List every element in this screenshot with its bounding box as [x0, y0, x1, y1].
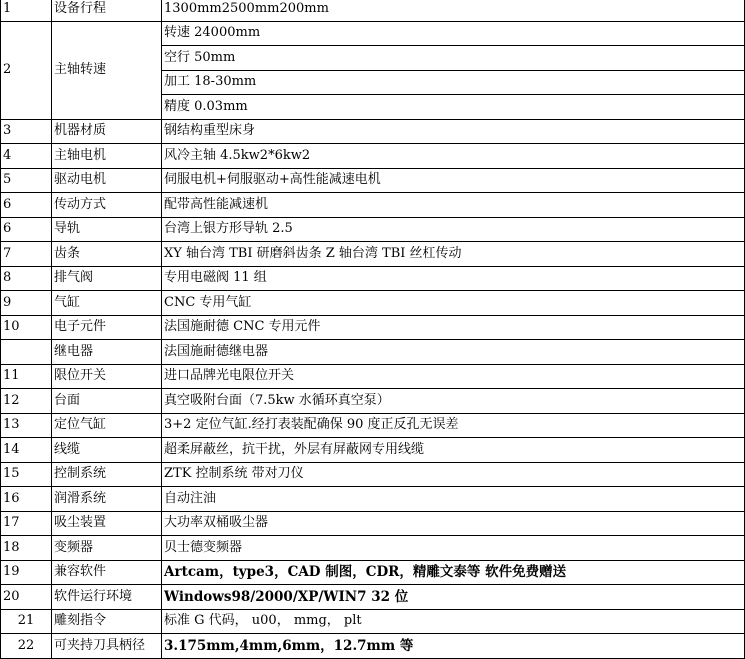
table-row	[1, 0, 745, 21]
row-number: 2	[1, 21, 52, 119]
table-row	[1, 413, 745, 438]
row-name: 可夹持刀具柄径	[52, 634, 162, 659]
row-name: 导轨	[52, 217, 162, 242]
row-value: 钢结构重型床身	[162, 119, 745, 144]
row-number: 7	[1, 242, 52, 267]
table-row	[1, 487, 745, 512]
row-number: 17	[1, 511, 52, 536]
row-value: 大功率双桶吸尘器	[162, 511, 745, 536]
row-number	[1, 340, 52, 365]
row-value: 3+2 定位气缸.经打表装配确保 90 度正反孔无误差	[162, 413, 745, 438]
row-value: 标准 G 代码， u00， mmg， plt	[162, 609, 745, 634]
row-value: 台湾上银方形导轨 2.5	[162, 217, 745, 242]
table-row	[1, 21, 745, 46]
table-row	[1, 585, 745, 610]
table-row	[1, 462, 745, 487]
row-value: 转速 24000mm	[162, 21, 745, 46]
row-name: 定位气缸	[52, 413, 162, 438]
row-name: 齿条	[52, 242, 162, 267]
row-number: 12	[1, 389, 52, 414]
row-value: CNC 专用气缸	[162, 291, 745, 316]
row-value: 贝士德变频器	[162, 536, 745, 561]
row-value: Windows98/2000/XP/WIN7 32 位	[162, 585, 745, 610]
row-value: XY 轴台湾 TBI 研磨斜齿条 Z 轴台湾 TBI 丝杠传动	[162, 242, 745, 267]
row-name: 润滑系统	[52, 487, 162, 512]
row-number: 4	[1, 144, 52, 169]
row-number: 1	[1, 0, 52, 21]
table-row	[1, 144, 745, 169]
row-number: 3	[1, 119, 52, 144]
row-name: 机器材质	[52, 119, 162, 144]
row-value: 空行 50mm	[162, 46, 745, 71]
row-value: 加工 18-30mm	[162, 70, 745, 95]
table-row	[1, 634, 745, 659]
table-row	[1, 364, 745, 389]
table-row	[1, 193, 745, 218]
row-name: 驱动电机	[52, 168, 162, 193]
table-row	[1, 242, 745, 267]
row-number: 18	[1, 536, 52, 561]
row-value: 配带高性能减速机	[162, 193, 745, 218]
row-name: 气缸	[52, 291, 162, 316]
table-row	[1, 609, 745, 634]
row-value: 法国施耐德 CNC 专用元件	[162, 315, 745, 340]
table-row	[1, 389, 745, 414]
row-number: 9	[1, 291, 52, 316]
row-number: 5	[1, 168, 52, 193]
row-name: 排气阀	[52, 266, 162, 291]
table-row	[1, 217, 745, 242]
table-row	[1, 560, 745, 585]
row-number: 21	[1, 609, 52, 634]
table-row	[1, 119, 745, 144]
row-value: ZTK 控制系统 带对刀仪	[162, 462, 745, 487]
row-value: 3.175mm,4mm,6mm，12.7mm 等	[162, 634, 745, 659]
table-row	[1, 315, 745, 340]
row-name: 设备行程	[52, 0, 162, 21]
row-value: 超柔屏蔽丝，抗干扰，外层有屏蔽网专用线缆	[162, 438, 745, 463]
table-row	[1, 168, 745, 193]
row-number: 19	[1, 560, 52, 585]
row-value: 风冷主轴 4.5kw2*6kw2	[162, 144, 745, 169]
row-name: 主轴转速	[52, 21, 162, 119]
row-value: 进口品牌光电限位开关	[162, 364, 745, 389]
row-name: 继电器	[52, 340, 162, 365]
row-value: Artcam，type3，CAD 制图，CDR，精雕文泰等 软件免费赠送	[162, 560, 745, 585]
table-row	[1, 511, 745, 536]
row-number: 6	[1, 193, 52, 218]
row-name: 兼容软件	[52, 560, 162, 585]
row-value: 伺服电机+伺服驱动+高性能减速电机	[162, 168, 745, 193]
row-number: 15	[1, 462, 52, 487]
row-value: 精度 0.03mm	[162, 95, 745, 120]
row-number: 11	[1, 364, 52, 389]
row-value: 专用电磁阀 11 组	[162, 266, 745, 291]
row-value: 1300mm2500mm200mm	[162, 0, 745, 21]
row-number: 16	[1, 487, 52, 512]
row-number: 20	[1, 585, 52, 610]
table-row	[1, 438, 745, 463]
row-value: 自动注油	[162, 487, 745, 512]
row-value: 法国施耐德继电器	[162, 340, 745, 365]
row-number: 14	[1, 438, 52, 463]
row-name: 吸尘装置	[52, 511, 162, 536]
row-number: 8	[1, 266, 52, 291]
table-row	[1, 266, 745, 291]
row-name: 控制系统	[52, 462, 162, 487]
row-number: 6	[1, 217, 52, 242]
row-value: 真空吸附台面（7.5kw 水循环真空泵）	[162, 389, 745, 414]
row-name: 变频器	[52, 536, 162, 561]
row-name: 传动方式	[52, 193, 162, 218]
row-name: 线缆	[52, 438, 162, 463]
table-row	[1, 340, 745, 365]
row-name: 雕刻指令	[52, 609, 162, 634]
row-name: 电子元件	[52, 315, 162, 340]
row-name: 软件运行环境	[52, 585, 162, 610]
row-name: 主轴电机	[52, 144, 162, 169]
table-row	[1, 536, 745, 561]
row-number: 13	[1, 413, 52, 438]
table-row	[1, 291, 745, 316]
row-number: 22	[1, 634, 52, 659]
row-name: 限位开关	[52, 364, 162, 389]
row-name: 台面	[52, 389, 162, 414]
row-number: 10	[1, 315, 52, 340]
